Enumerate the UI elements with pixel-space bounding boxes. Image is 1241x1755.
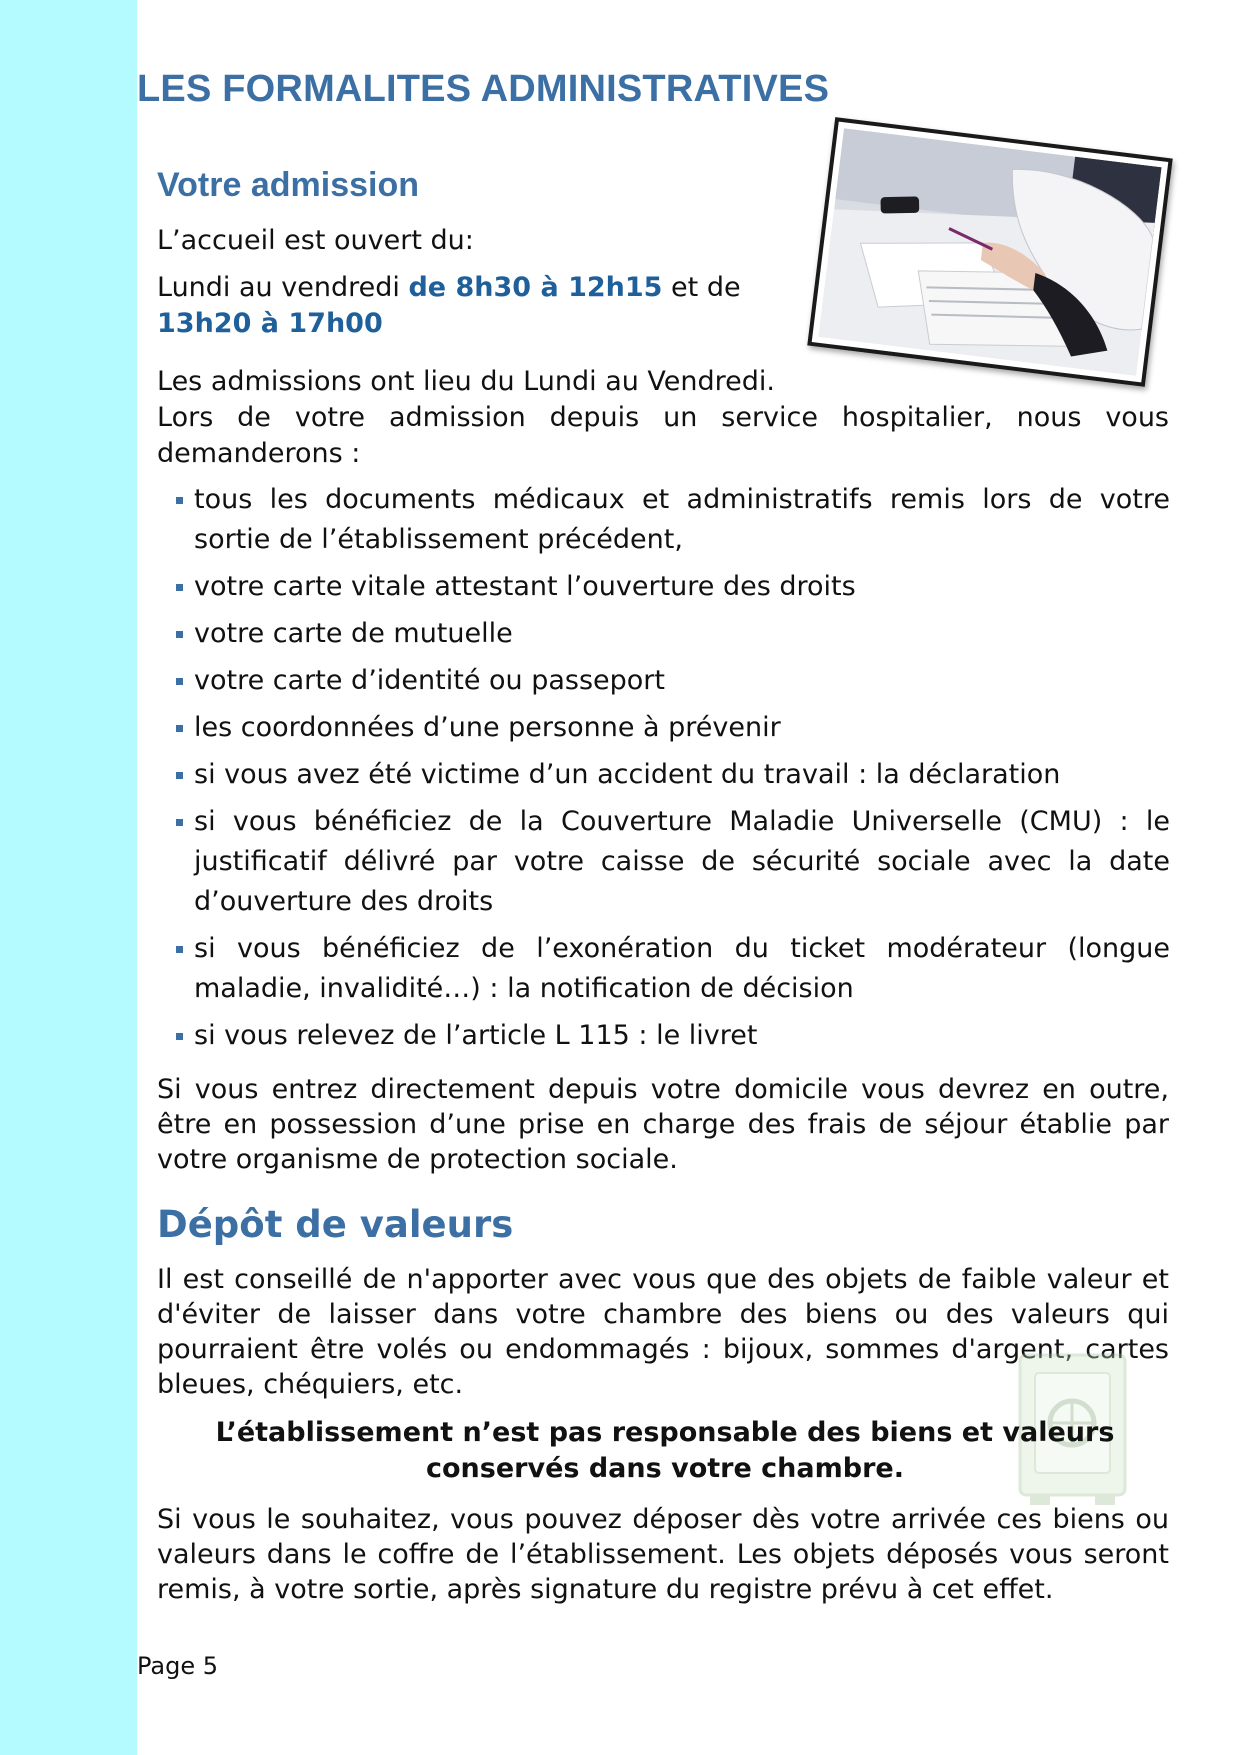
side-color-band xyxy=(0,0,137,1755)
deposit-paragraph: Si vous le souhaitez, vous pouvez déposer dès votre arrivée ces biens ou valeurs dans le coffre de l’établissement. Les objets déposés vous seront remis, à votre sortie, après signature du registre prévu à cet effet. xyxy=(157,1504,1169,1605)
document-item: les coordonnées d’une personne à prévenir xyxy=(176,708,1170,748)
document-item: votre carte d’identité ou passeport xyxy=(176,661,1170,701)
admission-heading: Votre admission xyxy=(157,166,419,204)
required-documents-list xyxy=(176,480,1170,1063)
hours-and: et de xyxy=(662,272,741,303)
admission-days: Les admissions ont lieu du Lundi au Vendredi. xyxy=(157,366,776,397)
document-item: si vous avez été victime d’un accident du travail : la déclaration xyxy=(176,755,1170,795)
document-item: tous les documents médicaux et administratifs remis lors de votre sortie de l’établissement précédent, xyxy=(176,480,1170,560)
warning-line-1: L’établissement n’est pas responsable des biens et valeurs xyxy=(215,1417,1115,1448)
admission-photo xyxy=(807,117,1172,387)
opening-hours xyxy=(157,270,741,342)
admission-request xyxy=(157,400,1169,472)
hours-days: Lundi au vendredi xyxy=(157,272,409,303)
page-title: LES FORMALITES ADMINISTRATIVES xyxy=(137,68,830,110)
warning-line-2: conservés dans votre chambre. xyxy=(426,1453,904,1484)
valuables-advice: Il est conseillé de n'apporter avec vous que des objets de faible valeur et d'éviter de laisser dans votre chambre des biens ou des valeurs qui pourraient être volés ou endommagés : bijoux, sommes d'argent, cartes bleues, chéquiers, etc. xyxy=(157,1264,1169,1400)
page-number: Page 5 xyxy=(137,1652,218,1680)
document-item: si vous relevez de l’article L 115 : le livret xyxy=(176,1016,1170,1056)
document-item: votre carte vitale attestant l’ouverture des droits xyxy=(176,567,1170,607)
hours-intro: L’accueil est ouvert du: xyxy=(157,225,474,256)
home-entry-paragraph: Si vous entrez directement depuis votre domicile vous devrez en outre, être en possession d’une prise en charge des frais de séjour établie par votre organisme de protection sociale. xyxy=(157,1074,1169,1175)
photo-desk-illustration xyxy=(818,128,1161,375)
request-line-2: demanderons : xyxy=(157,438,361,469)
valuables-heading: Dépôt de valeurs xyxy=(157,1203,514,1246)
document-item: votre carte de mutuelle xyxy=(176,614,1170,654)
request-line-1: Lors de votre admission depuis un service hospitalier, nous vous xyxy=(157,402,1169,433)
document-item: si vous bénéficiez de la Couverture Maladie Universelle (CMU) : le justificatif délivré par votre caisse de sécurité sociale avec la date d’ouverture des droits xyxy=(176,802,1170,922)
document-item: si vous bénéficiez de l’exonération du ticket modérateur (longue maladie, invalidité…) : la notification de décision xyxy=(176,929,1170,1009)
liability-warning xyxy=(170,1415,1160,1487)
hours-morning: de 8h30 à 12h15 xyxy=(408,272,663,303)
hours-afternoon: 13h20 à 17h00 xyxy=(157,308,383,339)
